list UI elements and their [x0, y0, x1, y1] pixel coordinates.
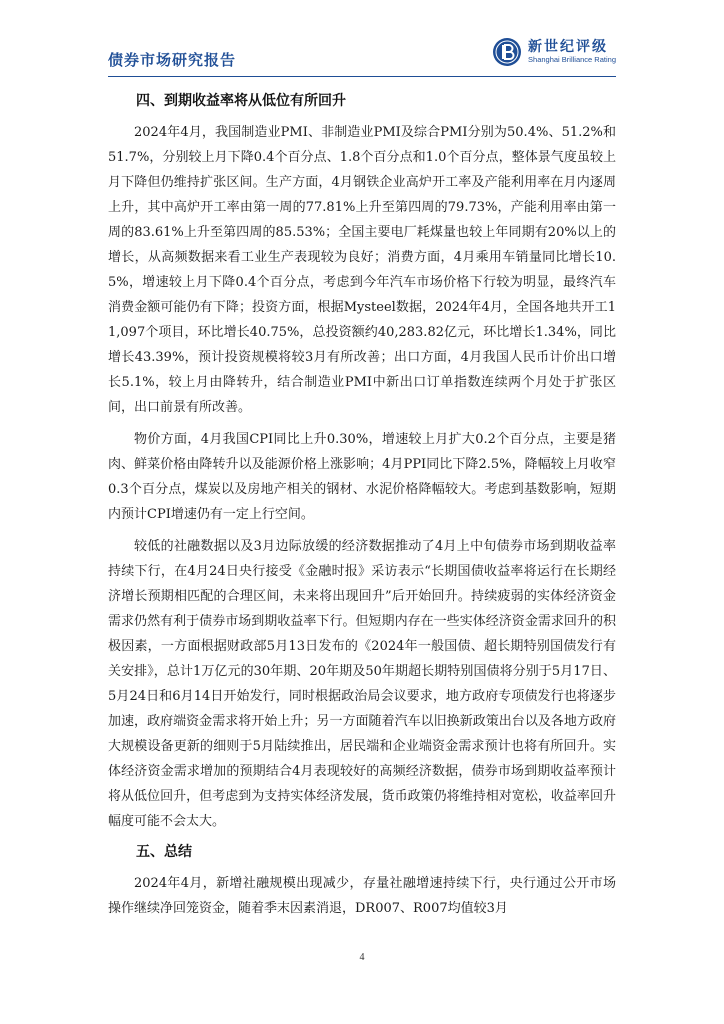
report-series-title: 债券市场研究报告 — [108, 51, 237, 69]
page-body — [108, 90, 616, 928]
page-number: 4 — [359, 952, 365, 963]
paragraph-bond-yields: 较低的社融数据以及3月边际放缓的经济数据推动了4月上中旬债券市场到期收益率持续下行，在4月24日央行接受《金融时报》采访表示“长期国债收益率将运行在长期经济增长预期相匹配的合理区间，未来将出现回升”后开始回升。持续疲弱的实体经济资金需求仍然有利于债券市场到期收益率下行。但短期内存在一些实体经济资金需求回升的积极因素，一方面根据财政部5月13日发布的《2024年一般国债、超长期特别国债发行有关安排》，总计1万亿元的30年期、20年期及50年期超长期特别国债将分别于5月17日、5月24日和6月14日开始发行，同时根据政治局会议要求，地方政府专项债发行也将逐步加速，政府端资金需求将开始上升；另一方面随着汽车以旧换新政策出台以及各地方政府大规模设备更新的细则于5月陆续推出，居民端和企业端资金需求预计也将有所回升。实体经济资金需求增加的预期结合4月表现较好的高频经济数据，债券市场到期收益率预计将从低位回升，但考虑到为支持实体经济发展，货币政策仍将维持相对宽松，收益率回升幅度可能不会太大。 — [108, 539, 616, 829]
logo-english-name: Shanghai Brilliance Rating — [528, 55, 616, 64]
paragraph-prices: 物价方面，4月我国CPI同比上升0.30%，增速较上月扩大0.2个百分点，主要是猪肉、鲜菜价格由降转升以及能源价格上涨影响；4月PPI同比下降2.5%，降幅较上月收窄0.3个百分点，煤炭以及房地产相关的钢材、水泥价格降幅较大。考虑到基数影响，短期内预计CPI增速仍有一定上行空间。 — [108, 432, 616, 522]
logo-chinese-name: 新世纪评级 — [528, 39, 609, 55]
brilliance-logo-icon — [492, 37, 522, 67]
page-header — [108, 34, 616, 74]
paragraph-summary: 2024年4月，新增社融规模出现减少，存量社融增速持续下行，央行通过公开市场操作继续净回笼资金，随着季末因素消退，DR007、R007均值较3月 — [108, 876, 616, 916]
company-logo — [492, 34, 616, 70]
paragraph-economy: 2024年4月，我国制造业PMI、非制造业PMI及综合PMI分别为50.4%、51.2%和51.7%，分别较上月下降0.4个百分点、1.8个百分点和1.0个百分点，整体景气度虽较上月下降但仍维持扩张区间。生产方面，4月钢铁企业高炉开工率及产能利用率在月内逐周上升，其中高炉开工率由第一周的77.81%上升至第四周的79.73%，产能利用率由第一周的83.61%上升至第四周的85.53%；全国主要电厂耗煤量也较上年同期有20%以上的增长，从高频数据来看工业生产表现较为良好；消费方面，4月乘用车销量同比增长10.5%，增速较上月下降0.4个百分点，考虑到今年汽车市场价格下行较为明显，最终汽车消费金额可能仍有下降；投资方面，根据Mysteel数据，2024年4月，全国各地共开工11,097个项目，环比增长40.75%，总投资额约40,283.82亿元，环比增长1.34%，同比增长43.39%，预计投资规模将较3月有所改善；出口方面，4月我国人民币计价出口增长5.1%，较上月由降转升，结合制造业PMI中新出口订单指数连续两个月处于扩张区间，出口前景有所改善。 — [108, 125, 616, 415]
section-heading-5: 五、总结 — [136, 844, 192, 860]
section-heading-4: 四、到期收益率将从低位有所回升 — [136, 93, 346, 109]
header-divider — [108, 76, 616, 77]
